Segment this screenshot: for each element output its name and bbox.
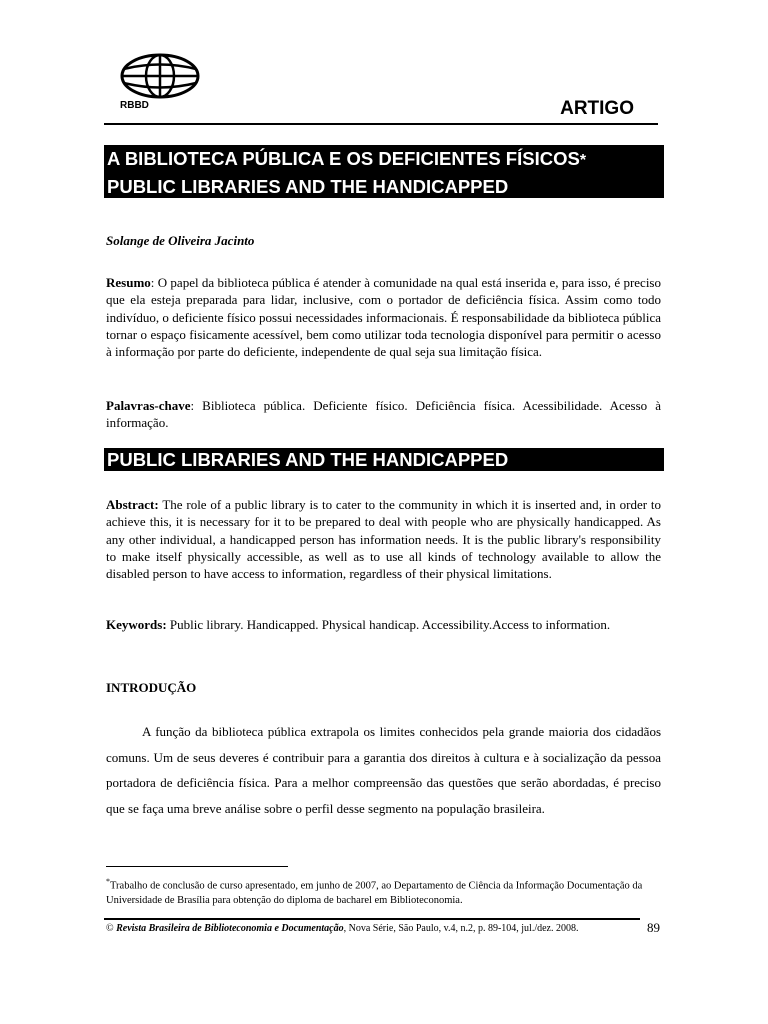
header-rule: [104, 123, 658, 125]
globe-logo-icon: [118, 52, 202, 100]
keywords-paragraph: [106, 616, 661, 633]
title-english: PUBLIC LIBRARIES AND THE HANDICAPPED: [107, 176, 509, 197]
resumo-label: Resumo: [106, 275, 151, 290]
citation-details: , Nova Série, São Paulo, v.4, n.2, p. 89-104, jul./dez. 2008.: [343, 923, 579, 934]
section-label: ARTIGO: [560, 98, 634, 119]
palavras-chave-text: : Biblioteca pública. Deficiente físico. Deficiência física. Acessibilidade. Acesso à informação.: [106, 398, 661, 431]
introducao-heading: INTRODUÇÃO: [106, 680, 197, 695]
keywords-label: Keywords:: [106, 617, 167, 632]
abstract-label: Abstract:: [106, 497, 159, 512]
footnote-rule: [106, 866, 288, 867]
keywords-text: Public library. Handicapped. Physical handicap. Accessibility.Access to information.: [166, 617, 611, 632]
introducao-text: A função da biblioteca pública extrapola os limites conhecidos pela grande maioria dos cidadãos comuns. Um de seus deveres é contribuir para a garantia dos direitos à cultura e à socialização da pessoa portadora de deficiência física. Para a melhor compreensão das questões que serão abordadas, é preciso que se faça uma breve análise sobre o perfil desse segmento na população brasileira.: [106, 724, 661, 816]
journal-citation: © Revista Brasileira de Biblioteconomia e Documentação, Nova Série, São Paulo, v.4, n.2, p. 89-104, jul./dez. 2008.: [106, 923, 579, 934]
introducao-body: [106, 719, 661, 821]
english-heading: PUBLIC LIBRARIES AND THE HANDICAPPED: [104, 448, 664, 471]
logo-text: RBBD: [120, 100, 149, 111]
journal-logo: [118, 52, 202, 116]
article-title: [104, 145, 664, 198]
title-portuguese: A BIBLIOTECA PÚBLICA E OS DEFICIENTES FÍSICOS*: [107, 148, 587, 169]
footnote: [106, 875, 662, 908]
footnote-text: Trabalho de conclusão de curso apresentado, em junho de 2007, ao Departamento de Ciência da Informação Documentação da Universidade de Brasília para obtenção do diploma de bacharel em Biblioteconomia.: [106, 880, 643, 906]
page-number: 89: [647, 920, 660, 935]
palavras-chave-label: Palavras-chave: [106, 398, 191, 413]
footnote-mark: *: [106, 877, 110, 886]
title-asterisk: *: [579, 152, 587, 169]
author-name: Solange de Oliveira Jacinto: [106, 233, 255, 248]
resumo-text: : O papel da biblioteca pública é atender à comunidade na qual está inserida e, para isso, é preciso que ela esteja preparada para lidar, inclusive, com o portador de deficiência física. Assim como todo indivíduo, o deficiente físico possui necessidades informacionais. É responsabilidade da biblioteca pública tornar o espaço fisicamente acessível, bem como utilizar toda tecnologia disponível para permitir o acesso à informação por parte do deficiente, independente de qual seja sua limitação física.: [106, 275, 661, 360]
palavras-chave-paragraph: [106, 397, 661, 432]
footer-rule: [104, 918, 640, 920]
abstract-paragraph: [106, 496, 661, 582]
abstract-text: The role of a public library is to cater to the community in which it is inserted and, in order to achieve this, it is necessary for it to be prepared to deal with people who are physically handicapped. As any other individual, a handicapped person has information needs. It is the public library's responsibility to make itself physically accessible, as well as to use all kinds of technology available to allow the disabled person to have access to information, regardless of their physical limitations.: [106, 497, 661, 582]
resumo-paragraph: [106, 274, 661, 360]
journal-name: Revista Brasileira de Biblioteconomia e Documentação: [116, 923, 344, 934]
